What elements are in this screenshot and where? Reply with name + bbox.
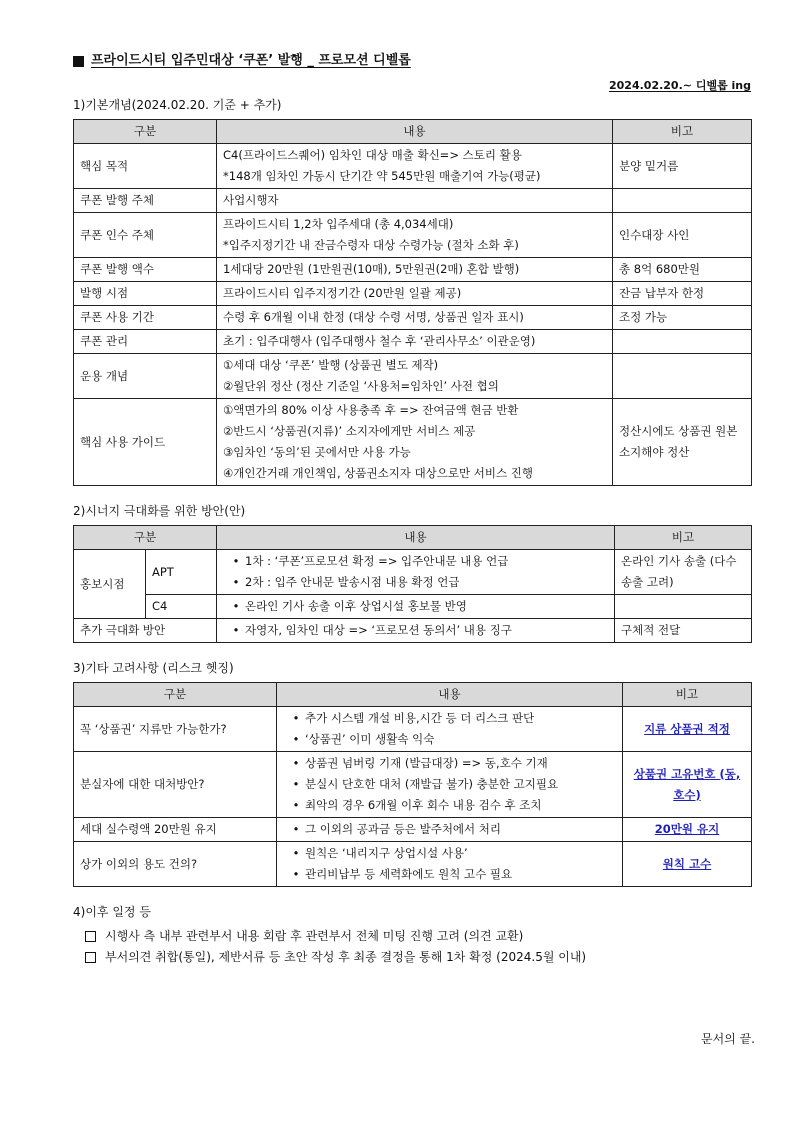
row-content — [217, 258, 613, 282]
table-row — [74, 399, 752, 486]
table-row — [74, 707, 752, 752]
note-link[interactable]: 원칙 고수 — [623, 842, 752, 887]
list-item: 부서의견 취합(통일), 제반서류 등 초안 작성 후 최종 결정을 통해 1차 확정 (2024.5월 이내) — [73, 947, 751, 968]
row-content — [217, 213, 613, 258]
col-header-content: 내용 — [217, 120, 613, 144]
row-note: 조정 가능 — [613, 306, 752, 330]
bullet-icon: • — [292, 732, 300, 746]
bullet-icon: • — [292, 822, 300, 836]
row-note: 총 8억 680만원 — [613, 258, 752, 282]
row-note: 구체적 전달 — [615, 619, 752, 643]
col-header-category: 구분 — [74, 683, 277, 707]
content-line: 프라이드시티 입주지정기간 (20만원 일괄 제공) — [223, 286, 462, 300]
bullet-icon: • — [232, 623, 240, 637]
content-line: C4(프라이드스퀘어) 임차인 대상 매출 확신=> 스토리 활용 — [223, 148, 522, 162]
row-label: 쿠폰 발행 주체 — [74, 189, 217, 213]
list-item: • 원칙은 ‘내리지구 상업시설 사용’ — [283, 843, 616, 864]
row-content — [277, 818, 623, 842]
row-content — [217, 282, 613, 306]
col-header-note: 비고 — [623, 683, 752, 707]
content-line: ④개인간거래 개인책임, 상품권소지자 대상으로만 서비스 진행 — [223, 466, 533, 480]
content-line: ①액면가의 80% 이상 사용충족 후 => 잔여금액 현금 반환 — [223, 403, 519, 417]
row-note: 분양 밑거름 — [613, 144, 752, 189]
table-row — [74, 842, 752, 887]
row-content — [277, 752, 623, 818]
section2-heading: 2)시너지 극대화를 위한 방안(안) — [73, 504, 246, 518]
row-note — [613, 330, 752, 354]
row-content — [217, 595, 615, 619]
col-header-note: 비고 — [613, 120, 752, 144]
table-row — [74, 550, 752, 595]
list-item: • 그 이외의 공과금 등은 발주처에서 처리 — [283, 819, 616, 840]
table-row — [74, 354, 752, 399]
schedule-list — [73, 926, 751, 968]
row-content — [217, 330, 613, 354]
table-row — [74, 330, 752, 354]
table-row — [74, 282, 752, 306]
row-content — [277, 707, 623, 752]
doc-title — [73, 52, 751, 70]
list-item: • 관리비납부 등 세력화에도 원칙 고수 필요 — [283, 864, 616, 885]
row-label: 쿠폰 발행 액수 — [74, 258, 217, 282]
table-row — [74, 213, 752, 258]
col-header-category: 구분 — [74, 120, 217, 144]
bullet-icon: • — [292, 711, 300, 725]
content-line: 사업시행자 — [223, 193, 279, 207]
row-content — [217, 189, 613, 213]
list-item: • 1차 : ‘쿠폰’프로모션 확정 => 입주안내문 내용 언급 — [223, 551, 608, 572]
row-content — [217, 354, 613, 399]
content-line: 1세대당 20만원 (1만원권(10매), 5만원권(2매) 혼합 발행) — [223, 262, 520, 276]
table-row — [74, 189, 752, 213]
extra-label: 추가 극대화 방안 — [74, 619, 217, 643]
date-line: 2024.02.20.~ 디벨롭 ing — [609, 79, 751, 92]
col-header-content: 내용 — [277, 683, 623, 707]
row-note — [615, 595, 752, 619]
checkbox-icon — [85, 952, 96, 963]
content-line: 초기 : 입주대행사 (입주대행사 철수 후 ‘관리사무소’ 이관운영) — [223, 334, 536, 348]
row-content — [217, 144, 613, 189]
list-item: • ‘상품권’ 이미 생활속 익숙 — [283, 729, 616, 750]
bullet-icon: • — [292, 777, 300, 791]
list-item: • 분실시 단호한 대처 (재발급 불가) 충분한 고지필요 — [283, 774, 616, 795]
bullet-icon: • — [292, 846, 300, 860]
section3-heading: 3)기타 고려사항 (리스크 헷징) — [73, 661, 234, 675]
row-label: 핵심 사용 가이드 — [74, 399, 217, 486]
list-item: • 최악의 경우 6개월 이후 회수 내용 검수 후 조치 — [283, 795, 616, 816]
row-note: 온라인 기사 송출 (다수 송출 고려) — [615, 550, 752, 595]
row-content — [217, 619, 615, 643]
note-link[interactable]: 20만원 유지 — [623, 818, 752, 842]
col-header-content: 내용 — [217, 526, 615, 550]
document-page — [73, 52, 751, 968]
section4-heading: 4)이후 일정 등 — [73, 905, 151, 919]
table-row — [74, 818, 752, 842]
list-item: • 온라인 기사 송출 이후 상업시설 홍보물 반영 — [223, 596, 608, 617]
note-link[interactable]: 상품권 고유번호 (동,호수) — [623, 752, 752, 818]
row-label: 쿠폰 인수 주체 — [74, 213, 217, 258]
content-line: ②반드시 ‘상품권(지류)’ 소지자에게만 서비스 제공 — [223, 424, 476, 438]
bullet-icon: • — [232, 575, 240, 589]
content-line: 수령 후 6개월 이내 한정 (대상 수령 서명, 상품권 일자 표시) — [223, 310, 524, 324]
list-item: 시행사 측 내부 관련부서 내용 회람 후 관련부서 전체 미팅 진행 고려 (의견 교환) — [73, 926, 751, 947]
row-label: 상가 이외의 용도 건의? — [74, 842, 277, 887]
content-line: ③임차인 ‘동의’된 곳에서만 사용 가능 — [223, 445, 411, 459]
row-note: 잔금 납부자 한정 — [613, 282, 752, 306]
list-item: • 상품권 넘버링 기재 (발급대장) => 동,호수 기재 — [283, 753, 616, 774]
bullet-icon: • — [292, 867, 300, 881]
note-link[interactable]: 지류 상품권 적정 — [623, 707, 752, 752]
apt-label: APT — [146, 550, 217, 595]
bullet-icon: • — [292, 798, 300, 812]
table-row — [74, 619, 752, 643]
bullet-icon: • — [232, 554, 240, 568]
list-item: • 자영자, 임차인 대상 => ‘프로모션 동의서’ 내용 징구 — [223, 620, 608, 641]
row-content — [217, 550, 615, 595]
table-row — [74, 306, 752, 330]
row-label: 운용 개념 — [74, 354, 217, 399]
row-label: 꼭 ‘상품권’ 지류만 가능한가? — [74, 707, 277, 752]
c4-label: C4 — [146, 595, 217, 619]
row-label: 분실자에 대한 대처방안? — [74, 752, 277, 818]
doc-title-text: 프라이드시티 입주민대상 ‘쿠폰’ 발행 _ 프로모션 디벨롭 — [91, 53, 411, 68]
row-label: 핵심 목적 — [74, 144, 217, 189]
square-bullet-icon — [73, 56, 84, 67]
content-line: *148개 임차인 가동시 단기간 약 545만원 매출기여 가능(평균) — [223, 169, 541, 183]
list-item: • 2차 : 입주 안내문 발송시점 내용 확정 언급 — [223, 572, 608, 593]
promo-label: 홍보시점 — [74, 550, 146, 619]
content-line: 프라이드시티 1,2차 입주세대 (총 4,034세대) — [223, 217, 454, 231]
content-line: ①세대 대상 ‘쿠폰’ 발행 (상품권 별도 제작) — [223, 358, 439, 372]
table-row — [74, 595, 752, 619]
end-note: 문서의 끝. — [701, 1032, 755, 1046]
content-line: *입주지정기간 내 잔금수령자 대상 수령가능 (절차 소화 후) — [223, 238, 519, 252]
bullet-icon: • — [292, 756, 300, 770]
row-note: 인수대장 사인 — [613, 213, 752, 258]
row-note: 정산시에도 상품권 원본 소지해야 정산 — [613, 399, 752, 486]
table-row — [74, 144, 752, 189]
basic-concept-table — [73, 119, 752, 486]
row-label: 세대 실수령액 20만원 유지 — [74, 818, 277, 842]
row-label: 쿠폰 관리 — [74, 330, 217, 354]
row-content — [217, 399, 613, 486]
col-header-note: 비고 — [615, 526, 752, 550]
checkbox-icon — [85, 931, 96, 942]
row-content — [217, 306, 613, 330]
row-note — [613, 354, 752, 399]
col-header-category: 구분 — [74, 526, 217, 550]
row-note — [613, 189, 752, 213]
row-label: 발행 시점 — [74, 282, 217, 306]
row-label: 쿠폰 사용 기간 — [74, 306, 217, 330]
row-content — [277, 842, 623, 887]
section1-heading: 1)기본개념(2024.02.20. 기준 + 추가) — [73, 98, 282, 112]
synergy-table — [73, 525, 752, 643]
list-item: • 추가 시스템 개설 비용,시간 등 더 리스크 판단 — [283, 708, 616, 729]
content-line: ②월단위 정산 (정산 기준일 ‘사용처=임차인’ 사전 협의 — [223, 379, 499, 393]
table-row — [74, 752, 752, 818]
risk-table — [73, 682, 752, 887]
bullet-icon: • — [232, 599, 240, 613]
table-row — [74, 258, 752, 282]
